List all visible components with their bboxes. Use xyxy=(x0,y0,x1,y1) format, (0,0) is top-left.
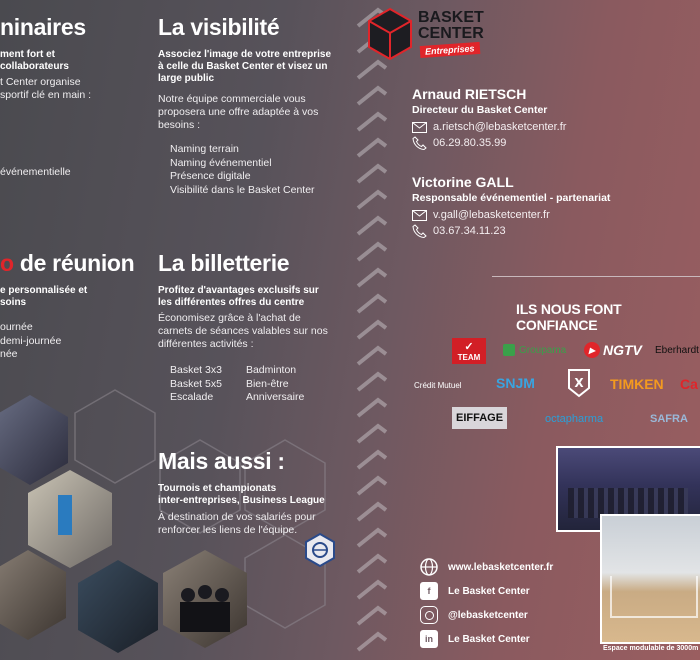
visibilite-section xyxy=(158,14,348,197)
partner-logo-timken: TIMKEN xyxy=(610,376,664,392)
seminaires-sub-1: ment fort et xyxy=(0,49,55,60)
divider-line xyxy=(492,276,700,277)
brand-line-2: CENTER xyxy=(418,25,484,42)
leaf-icon xyxy=(503,344,515,356)
partners-title: ILS NOUS FONT CONFIANCE xyxy=(516,301,622,333)
mais-aussi-title: Mais aussi : xyxy=(158,448,285,474)
photo-laptop-meeting xyxy=(0,550,66,640)
chevron-mark xyxy=(358,296,386,312)
billetterie-text-1: Économisez grâce à l'achat de xyxy=(158,312,301,324)
partner-logo-shield-icon xyxy=(567,368,591,398)
visibilite-text-3: besoins : xyxy=(158,119,201,131)
phone-icon xyxy=(412,224,427,238)
billetterie-text-2: carnets de séances valables sur nos xyxy=(158,325,328,337)
linkedin-icon: in xyxy=(420,630,438,648)
instagram-icon xyxy=(420,606,438,624)
visibilite-item-4: Visibilité dans le Basket Center xyxy=(170,183,315,196)
brand-line-1: BASKET xyxy=(418,9,484,26)
chevron-mark xyxy=(358,270,386,286)
social-linkedin[interactable] xyxy=(420,630,530,648)
contact-phone-row xyxy=(412,135,692,151)
contact-email-row xyxy=(412,119,692,135)
chevron-mark xyxy=(358,374,386,390)
chevron-mark xyxy=(358,322,386,338)
contact-phone[interactable]: 06.29.80.35.99 xyxy=(433,137,507,149)
partner-logo-ngtv: ▶ NGTV xyxy=(584,340,642,360)
billetterie-item-anniversaire: Anniversaire xyxy=(245,391,305,403)
facebook-icon: f xyxy=(420,582,438,600)
visibilite-item-1: Naming terrain xyxy=(170,143,239,155)
reunion-sub-2: soins xyxy=(0,297,27,308)
contact-phone[interactable]: 03.67.34.11.23 xyxy=(433,225,506,237)
chevron-mark xyxy=(358,244,386,260)
social-label: Le Basket Center xyxy=(448,633,530,645)
chevron-mark xyxy=(358,452,386,468)
photo-audience xyxy=(78,560,158,653)
billetterie-text-3: différentes activités : xyxy=(158,338,254,350)
play-icon: ▶ xyxy=(584,342,600,358)
globe-icon xyxy=(420,558,438,576)
partner-logo-groupama: Groupama xyxy=(503,341,566,359)
reunion-sub-1: e personnalisée et xyxy=(0,285,88,296)
partner-logo-nike: ✓ TEAM xyxy=(452,338,486,364)
contact-role: Directeur du Basket Center xyxy=(412,104,548,116)
partner-logo-octapharma: octapharma xyxy=(545,413,604,425)
visibilite-sub-2: à celle du Basket Center et visez un xyxy=(158,61,328,72)
social-label: www.lebasketcenter.fr xyxy=(448,561,554,573)
billetterie-item-escalade: Escalade xyxy=(170,391,214,403)
reunion-title: o de réunion xyxy=(0,250,135,276)
chevron-mark xyxy=(358,530,386,546)
visibilite-text-1: Notre équipe commerciale vous xyxy=(158,93,306,105)
contact-role: Responsable événementiel - partenariat xyxy=(412,192,611,204)
billetterie-item-basket3x3: Basket 3x3 xyxy=(170,364,222,376)
chevron-mark xyxy=(358,114,386,130)
visibilite-item-3: Présence digitale xyxy=(170,170,251,182)
chevron-mark xyxy=(358,400,386,416)
photo-caption: Espace modulable de 3000m xyxy=(603,645,699,652)
contact-card-1 xyxy=(412,86,692,151)
mais-aussi-sub-1: Tournois et championats xyxy=(158,483,277,494)
chevron-mark xyxy=(358,62,386,78)
billetterie-sub-2: les différentes offres du centre xyxy=(158,297,305,308)
billetterie-item-basket5x5: Basket 5x5 xyxy=(170,377,222,390)
partner-logo-snjm: SNJM xyxy=(496,375,535,391)
swoosh-icon: ✓ xyxy=(464,341,474,353)
chevron-mark xyxy=(358,192,386,208)
mais-aussi-text-2: renforcer les liens de l'équipe. xyxy=(158,524,298,536)
seminaires-sub-2: collaborateurs xyxy=(0,61,69,72)
social-label: @lebasketcenter xyxy=(448,609,528,621)
seminaires-text-1: t Center organise xyxy=(0,76,81,88)
contact-email[interactable]: v.gall@lebasketcenter.fr xyxy=(433,209,550,221)
chevron-mark xyxy=(358,608,386,624)
chevron-mark xyxy=(358,634,386,650)
contact-name: Victorine GALL xyxy=(412,174,514,190)
reunion-item-1: ournée xyxy=(0,321,33,333)
chevron-mark xyxy=(358,478,386,494)
brand-logo xyxy=(366,6,496,64)
chevron-mark xyxy=(358,426,386,442)
reunion-item-2: demi-journée xyxy=(0,334,62,347)
billetterie-item-bien-etre: Bien-être xyxy=(245,377,289,390)
photo-event-hall xyxy=(0,395,68,485)
chevron-mark xyxy=(358,140,386,156)
seminaires-section xyxy=(0,14,150,180)
social-facebook[interactable] xyxy=(420,582,530,600)
billetterie-title: La billetterie xyxy=(158,250,290,276)
billetterie-sub-1: Profitez d'avantages exclusifs sur xyxy=(158,285,319,296)
visibilite-sub-3: large public xyxy=(158,73,215,84)
seminaires-title: ninaires xyxy=(0,14,86,40)
visibilite-title: La visibilité xyxy=(158,14,280,40)
contact-email[interactable]: a.rietsch@lebasketcenter.fr xyxy=(433,121,567,133)
contact-name: Arnaud RIETSCH xyxy=(412,86,527,102)
partner-logo-credit-mutuel: Crédit Mutuel xyxy=(414,380,462,390)
billetterie-section xyxy=(158,250,348,405)
partner-logo-ca: Ca xyxy=(680,376,698,392)
mais-aussi-sub-2: inter-entreprises, Business League xyxy=(158,495,325,506)
reunion-item-3: née xyxy=(0,348,18,360)
photo-venue-court xyxy=(600,514,700,644)
svg-text:X: X xyxy=(574,376,584,390)
social-label: Le Basket Center xyxy=(448,585,530,597)
mais-aussi-text-1: À destination de vos salariés pour xyxy=(158,511,316,523)
billetterie-item-badminton: Badminton xyxy=(245,364,297,376)
chevron-mark xyxy=(358,88,386,104)
chevron-mark xyxy=(358,556,386,572)
chevron-divider xyxy=(352,0,392,660)
contact-card-2 xyxy=(412,174,697,239)
chevron-mark xyxy=(358,166,386,182)
social-website[interactable] xyxy=(420,558,553,576)
basketball-cube-icon xyxy=(366,6,414,62)
partner-logo-eiffage: EIFFAGE xyxy=(452,407,507,429)
visibilite-item-2: Naming événementiel xyxy=(170,156,272,169)
chevron-mark xyxy=(358,348,386,364)
partner-logo-eberhardt: Eberhardt xyxy=(655,344,699,356)
partner-logo-safran: SAFRA xyxy=(650,413,688,425)
visibilite-sub-1: Associez l'image de votre entreprise xyxy=(158,49,332,60)
chevron-mark xyxy=(358,218,386,234)
social-instagram[interactable] xyxy=(420,606,528,624)
mail-icon xyxy=(412,210,427,221)
chevron-mark xyxy=(358,582,386,598)
contact-phone-row xyxy=(412,223,697,239)
mais-aussi-section xyxy=(158,448,348,537)
phone-icon xyxy=(412,136,427,150)
seminaires-text-2: sportif clé en main : xyxy=(0,89,92,101)
brand-tag: Entreprises xyxy=(420,42,480,58)
reunion-section xyxy=(0,250,150,362)
chevron-mark xyxy=(358,504,386,520)
mail-icon xyxy=(412,122,427,133)
visibilite-text-2: proposera une offre adaptée à vos xyxy=(158,106,319,118)
league-badge-icon xyxy=(303,533,337,567)
seminaires-item: événementielle xyxy=(0,166,71,178)
contact-email-row xyxy=(412,207,697,223)
